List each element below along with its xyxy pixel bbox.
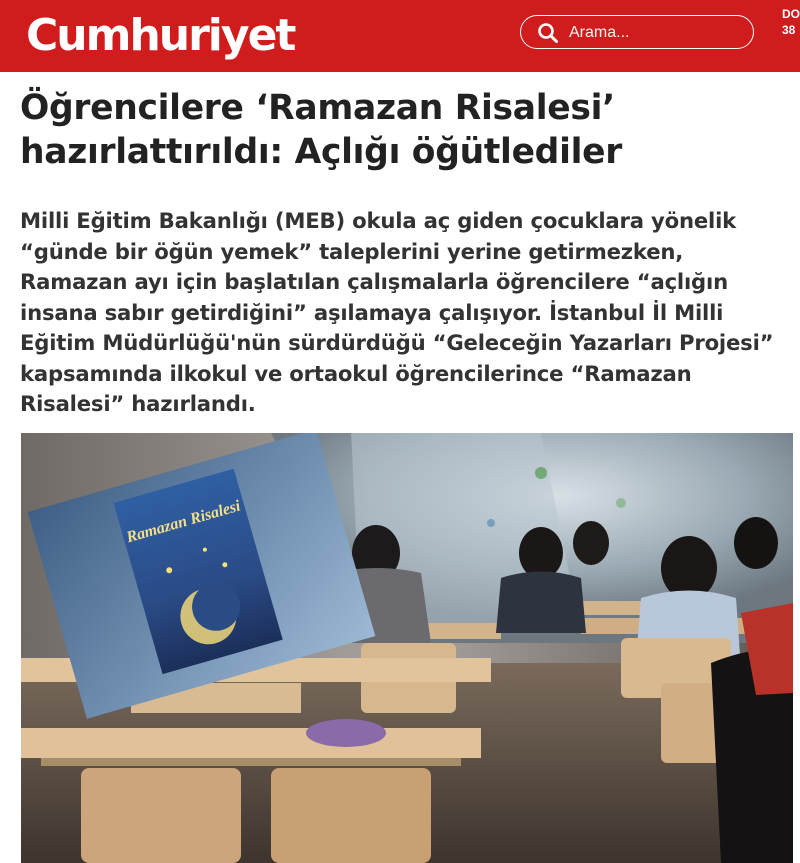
classroom-photo-illustration (21, 433, 793, 863)
article-title: Öğrencilere ‘Ramazan Risalesi’ hazırlattırıldı: Açlığı öğütlediler (20, 88, 622, 172)
site-logo[interactable]: Cumhuriyet (26, 10, 295, 61)
article-summary: Milli Eğitim Bakanlığı (MEB) okula aç giden çocuklara yönelik “günde bir öğün yemek” taleplerini yerine getirmezken, Ramazan ayı için başlatılan çalışmalarla öğrencilere “açlığın insana sabır getirdiğini” aşılamaya çalışıyor. İstanbul İl Milli Eğitim Müdürlüğü'nün sürdürdüğü “Geleceğin Yazarları Projesi” kapsamında ilkokul ve ortaokul öğrencilerince “Ramazan Risalesi” hazırlandı. (20, 208, 774, 416)
header-info-line-1: DO (782, 7, 800, 21)
header-info[interactable] (782, 6, 800, 38)
search-input[interactable] (567, 20, 741, 46)
search-box[interactable] (520, 15, 754, 49)
site-header (0, 0, 800, 72)
article-photo[interactable] (21, 433, 793, 863)
header-info-line-2: 38 (782, 23, 796, 37)
search-icon[interactable] (537, 22, 559, 44)
book-cover-title: Ramazan Risalesi (124, 497, 243, 547)
